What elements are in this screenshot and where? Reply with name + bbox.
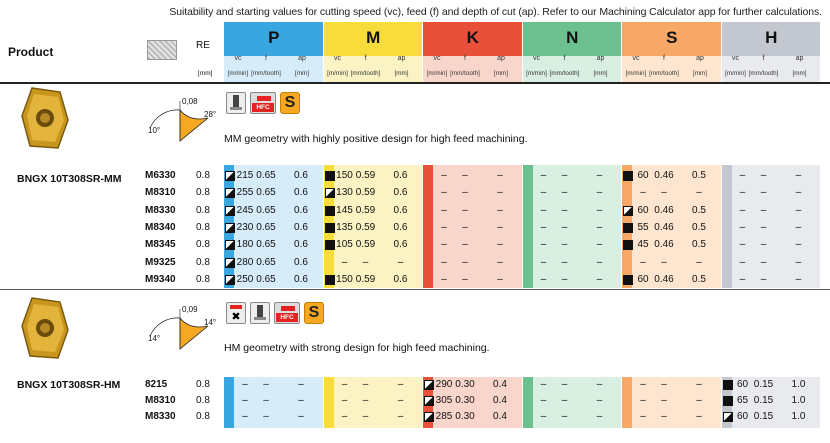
value-cell: – [661, 379, 667, 390]
value-cell: – [497, 170, 503, 181]
value-cell: 305 [435, 395, 453, 406]
re-value: 0.8 [196, 170, 210, 181]
product-header: Product [8, 45, 54, 59]
value-cell: 0.6 [294, 204, 308, 216]
value-cell: 0.15 [753, 411, 774, 422]
value-cell: – [397, 256, 404, 268]
value-cell: – [760, 273, 767, 285]
value-cell: 150 [336, 170, 353, 181]
geometry-value-3: 10° [148, 126, 161, 135]
re-value: 0.8 [196, 221, 210, 233]
value-cell: – [760, 187, 767, 199]
value-cell: – [362, 395, 369, 406]
value-cell: – [540, 411, 547, 422]
value-cell: – [441, 170, 447, 181]
value-cell: – [739, 256, 746, 268]
unit-f: [mm/tooth] [748, 70, 779, 77]
value-cell: – [462, 256, 468, 268]
value-cell: 285 [435, 411, 453, 422]
value-cell: 0.6 [393, 239, 408, 251]
unit-f: [mm/tooth] [549, 70, 580, 77]
unit-ap: [mm] [792, 70, 807, 77]
unit-ap: [mm] [693, 70, 707, 77]
value-cell: 0.65 [256, 187, 276, 199]
value-cell: 0.5 [692, 204, 706, 216]
grade-name[interactable]: M9325 [145, 256, 176, 268]
value-cell: – [362, 379, 369, 390]
group-letter: S [666, 28, 678, 47]
value-cell: 145 [336, 204, 353, 216]
value-cell: – [397, 379, 404, 390]
value-cell: 45 [637, 239, 649, 251]
value-cell: – [540, 221, 547, 233]
value-cell: 0.5 [692, 221, 706, 233]
re-value: 0.8 [196, 256, 210, 268]
value-cell: – [696, 379, 702, 390]
grade-name[interactable]: M6330 [145, 170, 176, 181]
value-cell: – [497, 187, 503, 199]
sub-header-ap: ap [298, 55, 306, 62]
sub-header-ap: ap [696, 55, 704, 62]
unit-vc: [m/min] [227, 70, 249, 77]
value-cell: – [661, 395, 667, 406]
header-note: Suitability and starting values for cutting speed (vc), feed (f) and depth of cut (ap). Refer to our Machining Calculator app for further calculations. [169, 6, 822, 18]
value-cell: – [661, 256, 667, 268]
unit-ap: [mm] [394, 70, 409, 77]
value-cell: 0.6 [393, 221, 408, 233]
svg-text:✖: ✖ [231, 310, 241, 323]
value-cell: 0.30 [455, 395, 475, 406]
sub-header-vc: vc [632, 55, 640, 62]
value-cell: 230 [236, 221, 254, 233]
value-cell: – [497, 273, 503, 285]
value-cell: – [561, 239, 568, 251]
value-cell: – [497, 256, 503, 268]
re-value: 0.8 [196, 411, 210, 422]
value-cell: 105 [336, 239, 353, 251]
unit-f: [mm/tooth] [649, 70, 679, 77]
value-cell: – [596, 273, 603, 285]
value-cell: 180 [236, 239, 254, 251]
value-cell: – [640, 395, 646, 406]
group-letter: P [268, 28, 280, 47]
value-cell: 255 [236, 187, 254, 199]
sub-header-ap: ap [397, 55, 406, 62]
value-cell: 150 [336, 273, 353, 285]
geometry-value-1: 0,08 [182, 97, 198, 106]
sub-header-vc: vc [732, 55, 739, 62]
geometry-value-2: 28° [204, 110, 217, 119]
header-divider [0, 82, 830, 84]
group-letter: N [566, 28, 579, 47]
sub-header-f: f [663, 55, 665, 62]
value-cell: 0.59 [355, 239, 376, 251]
value-cell: – [640, 256, 646, 268]
value-cell: – [739, 273, 746, 285]
value-cell: – [795, 221, 802, 233]
geometry-value-3: 14° [148, 334, 161, 343]
grade-name[interactable]: M8330 [145, 411, 176, 422]
sub-header-f: f [364, 55, 367, 62]
value-cell: – [462, 221, 468, 233]
group-letter: H [765, 28, 778, 47]
value-cell: – [242, 411, 248, 422]
value-cell: – [739, 239, 746, 251]
value-cell: – [298, 379, 304, 390]
sub-header-f: f [464, 55, 466, 62]
value-cell: 215 [236, 170, 254, 181]
insert-image [20, 296, 70, 367]
value-cell: – [242, 379, 248, 390]
value-cell: – [263, 379, 269, 390]
value-cell: 0.46 [654, 170, 674, 181]
value-cell: – [397, 395, 404, 406]
value-cell: 1.0 [791, 379, 806, 390]
value-cell: 1.0 [791, 395, 806, 406]
value-cell: – [561, 379, 568, 390]
value-cell: 0.15 [753, 395, 774, 406]
value-cell: – [497, 204, 503, 216]
value-cell: 0.59 [355, 187, 376, 199]
hfc-label: HFC [276, 313, 298, 322]
geometry-diagram [140, 304, 220, 359]
value-cell: 290 [435, 379, 453, 390]
section-description: MM geometry with highly positive design for high feed machining. [224, 133, 528, 145]
grade-name[interactable]: M8340 [145, 221, 176, 233]
value-cell: – [441, 221, 447, 233]
value-cell: – [596, 187, 603, 199]
sub-header-ap: ap [596, 55, 605, 62]
value-cell: 0.6 [393, 204, 408, 216]
value-cell: 280 [236, 256, 254, 268]
value-cell: – [462, 170, 468, 181]
value-cell: – [596, 221, 603, 233]
value-cell: – [596, 379, 603, 390]
grade-name[interactable]: M8330 [145, 204, 176, 216]
value-cell: – [795, 170, 802, 181]
value-cell: – [795, 256, 802, 268]
value-cell: – [760, 204, 767, 216]
value-cell: – [561, 395, 568, 406]
geometry-value-1: 0,09 [182, 305, 198, 314]
value-cell: – [640, 379, 646, 390]
value-cell: – [795, 239, 802, 251]
value-cell: – [561, 221, 568, 233]
re-header: RE [196, 40, 210, 51]
value-cell: 0.65 [256, 273, 276, 285]
grade-name[interactable]: 8215 [145, 379, 168, 390]
no-coolant-icon [226, 302, 246, 324]
value-cell: – [540, 256, 547, 268]
value-cell: – [263, 411, 269, 422]
value-cell: 0.6 [294, 273, 308, 285]
value-cell: – [341, 256, 348, 268]
value-cell: – [540, 379, 547, 390]
hfc-icon [250, 92, 276, 114]
value-cell: 60 [736, 379, 749, 390]
value-cell: – [661, 187, 667, 199]
value-cell: – [696, 256, 702, 268]
unit-vc: [m/min] [625, 70, 647, 77]
value-cell: – [540, 239, 547, 251]
value-cell: – [795, 187, 802, 199]
unit-vc: [m/min] [426, 70, 448, 77]
value-cell: – [497, 239, 503, 251]
unit-f: [mm/tooth] [251, 70, 281, 77]
value-cell: 0.5 [692, 170, 706, 181]
sub-header-ap: ap [795, 55, 804, 62]
re-value: 0.8 [196, 187, 210, 199]
unit-vc: [m/min] [327, 70, 348, 77]
value-cell: 0.6 [393, 170, 408, 181]
value-cell: – [596, 204, 603, 216]
value-cell: 0.6 [294, 256, 308, 268]
value-cell: – [441, 239, 447, 251]
section-divider [0, 289, 830, 290]
unit-vc: [m/min] [526, 70, 547, 77]
re-value: 0.8 [196, 204, 210, 216]
value-cell: – [263, 395, 269, 406]
unit-f: [mm/tooth] [350, 70, 381, 77]
value-cell: – [596, 239, 603, 251]
value-cell: – [739, 204, 746, 216]
value-cell: – [397, 411, 404, 422]
value-cell: – [696, 411, 702, 422]
value-cell: – [540, 273, 547, 285]
value-cell: 0.4 [493, 379, 507, 390]
value-cell: – [462, 187, 468, 199]
value-cell: – [561, 411, 568, 422]
grade-name[interactable]: M8345 [145, 239, 176, 251]
value-cell: 60 [637, 273, 649, 285]
re-value: 0.8 [196, 273, 210, 285]
value-cell: 0.6 [294, 170, 308, 181]
value-cell: 245 [236, 204, 254, 216]
value-cell: 0.59 [355, 273, 376, 285]
value-cell: – [362, 411, 369, 422]
insert-image [20, 86, 70, 157]
value-cell: 135 [336, 221, 353, 233]
value-cell: 1.0 [791, 411, 806, 422]
value-cell: 0.30 [455, 411, 475, 422]
value-cell: – [596, 256, 603, 268]
value-cell: 60 [637, 170, 649, 181]
value-cell: – [540, 187, 547, 199]
value-cell: – [795, 273, 802, 285]
value-cell: – [640, 187, 646, 199]
group-letter: M [366, 28, 381, 47]
product-name: BNGX 10T308SR-MM [17, 173, 122, 185]
material-texture [147, 40, 177, 60]
value-cell: – [298, 395, 304, 406]
value-cell: – [497, 221, 503, 233]
value-cell: – [561, 187, 568, 199]
geometry-value-2: 14° [204, 318, 217, 327]
value-cell: – [462, 273, 468, 285]
value-cell: – [760, 221, 767, 233]
value-cell: – [441, 204, 447, 216]
sub-header-vc: vc [334, 55, 341, 62]
value-cell: 250 [236, 273, 254, 285]
grade-name[interactable]: M9340 [145, 273, 176, 285]
value-cell: – [739, 187, 746, 199]
value-cell: 0.4 [493, 395, 507, 406]
value-cell: 0.6 [294, 239, 308, 251]
value-cell: 0.59 [355, 221, 376, 233]
value-cell: 65 [736, 395, 749, 406]
sub-header-f: f [265, 55, 267, 62]
value-cell: – [462, 204, 468, 216]
insert-clamp-icon [226, 92, 246, 114]
section-description: HM geometry with strong design for high feed machining. [224, 342, 490, 354]
value-cell: 0.46 [654, 239, 674, 251]
value-cell: 0.46 [654, 221, 674, 233]
sub-header-vc: vc [234, 55, 242, 62]
value-cell: 130 [336, 187, 353, 199]
value-cell: – [795, 204, 802, 216]
value-cell: 0.65 [256, 256, 276, 268]
value-cell: 0.65 [256, 170, 276, 181]
value-cell: – [640, 411, 646, 422]
sub-header-vc: vc [433, 55, 441, 62]
re-value: 0.8 [196, 395, 210, 406]
value-cell: 0.30 [455, 379, 475, 390]
value-cell: 0.6 [393, 273, 408, 285]
grade-name[interactable]: M8310 [145, 187, 176, 199]
value-cell: – [760, 239, 767, 251]
value-cell: 60 [637, 204, 649, 216]
re-value: 0.8 [196, 239, 210, 251]
value-cell: – [760, 170, 767, 181]
value-cell: 0.6 [294, 221, 308, 233]
value-cell: – [760, 256, 767, 268]
sub-header-vc: vc [533, 55, 540, 62]
unit-ap: [mm] [295, 70, 309, 77]
unit-ap: [mm] [593, 70, 608, 77]
value-cell: – [242, 395, 248, 406]
grade-name[interactable]: M8310 [145, 395, 176, 406]
value-cell: 0.59 [355, 204, 376, 216]
value-cell: – [441, 273, 447, 285]
value-cell: – [441, 256, 447, 268]
value-cell: 0.5 [692, 273, 706, 285]
value-cell: – [596, 395, 603, 406]
value-cell: – [596, 411, 603, 422]
value-cell: 55 [637, 221, 649, 233]
value-cell: – [341, 379, 348, 390]
s-icon: S [304, 302, 324, 324]
sub-header-f: f [563, 55, 566, 62]
sub-header-ap: ap [497, 55, 505, 62]
hfc-icon [274, 302, 300, 324]
re-value: 0.8 [196, 379, 210, 390]
value-cell: – [462, 239, 468, 251]
value-cell: 60 [736, 411, 749, 422]
value-cell: 0.59 [355, 170, 376, 181]
hfc-label: HFC [252, 103, 274, 112]
value-cell: 0.65 [256, 221, 276, 233]
value-cell: 0.4 [493, 411, 507, 422]
value-cell: 0.46 [654, 273, 674, 285]
value-cell: – [298, 411, 304, 422]
value-cell: – [596, 170, 603, 181]
value-cell: 0.5 [692, 239, 706, 251]
value-cell: 0.65 [256, 204, 276, 216]
value-cell: 0.6 [393, 187, 408, 199]
value-cell: 0.15 [753, 379, 774, 390]
insert-clamp-icon [250, 302, 270, 324]
value-cell: – [739, 170, 746, 181]
value-cell: 0.65 [256, 239, 276, 251]
unit-vc: [m/min] [725, 70, 746, 77]
value-cell: 0.6 [294, 187, 308, 199]
product-name: BNGX 10T308SR-HM [17, 379, 121, 391]
value-cell: – [561, 273, 568, 285]
value-cell: – [441, 187, 447, 199]
value-cell: – [341, 411, 348, 422]
value-cell: – [362, 256, 369, 268]
value-cell: – [540, 204, 547, 216]
value-cell: – [561, 256, 568, 268]
group-letter: K [466, 28, 479, 47]
value-cell: – [696, 395, 702, 406]
geometry-diagram [140, 96, 220, 151]
value-cell: – [739, 221, 746, 233]
value-cell: – [561, 204, 568, 216]
value-cell: – [540, 170, 547, 181]
value-cell: – [696, 187, 702, 199]
unit-ap: [mm] [494, 70, 508, 77]
value-cell: – [661, 411, 667, 422]
value-cell: – [561, 170, 568, 181]
value-cell: – [341, 395, 348, 406]
value-cell: 0.46 [654, 204, 674, 216]
s-icon: S [280, 92, 300, 114]
value-cell: – [540, 395, 547, 406]
sub-header-f: f [762, 55, 765, 62]
unit-f: [mm/tooth] [450, 70, 480, 77]
re-unit: [mm] [198, 70, 213, 77]
